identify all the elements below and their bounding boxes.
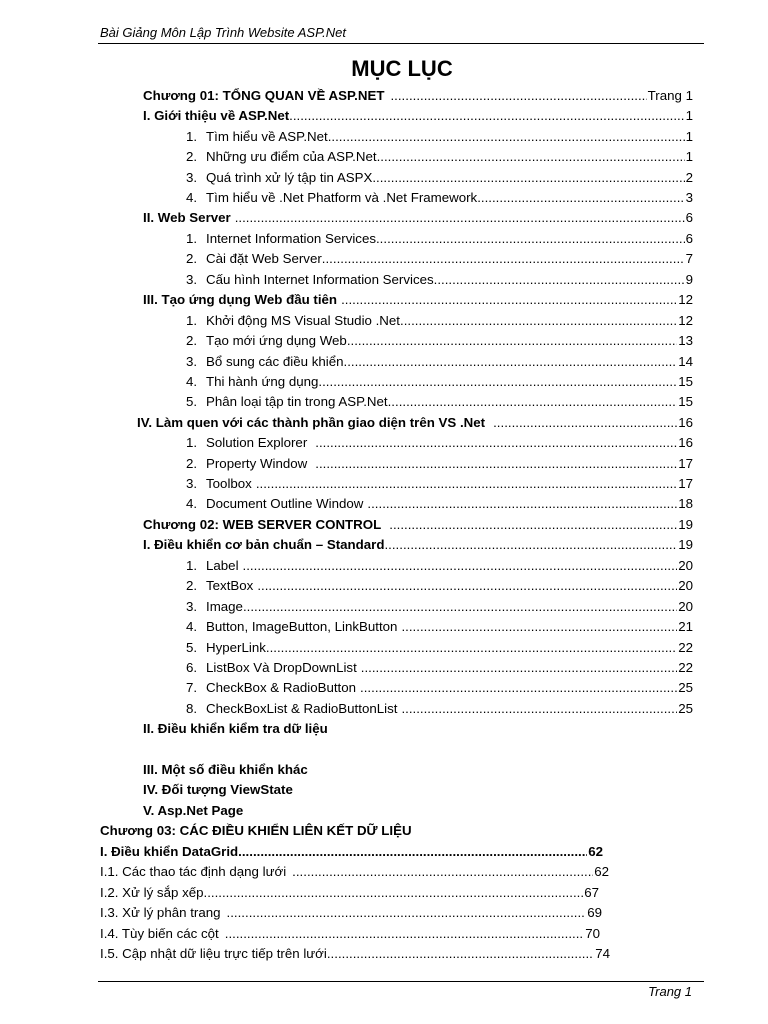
toc-item[interactable] (186, 270, 693, 290)
toc-page-number: 19 (678, 517, 693, 532)
toc-page-number: 25 (678, 701, 693, 716)
toc-leader-dots (307, 454, 677, 474)
toc-item[interactable] (186, 576, 693, 596)
toc-page-number: 74 (595, 946, 610, 961)
toc-entry-text: Tìm hiểu về .Net Phatform và .Net Framework (206, 190, 478, 205)
toc-entry-text: Chương 03: CÁC ĐIỀU KHIỂN LIÊN KẾT DỮ LIỆU (100, 823, 412, 838)
toc-item-number: 5. (186, 640, 198, 655)
toc-leader-dots (231, 208, 685, 228)
toc-page-number: 16 (678, 435, 693, 450)
toc-page-number: 20 (678, 558, 693, 573)
toc-page-number: 70 (585, 926, 600, 941)
toc-leader-dots (289, 106, 684, 126)
toc-item[interactable] (186, 229, 693, 249)
toc-leader-dots (266, 638, 677, 658)
toc-entry-text: Tìm hiểu về ASP.Net (206, 129, 328, 144)
toc-leader-dots (239, 556, 678, 576)
toc-section[interactable] (137, 413, 693, 433)
toc-item[interactable] (100, 944, 610, 964)
toc-leader-dots (243, 597, 677, 617)
toc-entry-text: Button, ImageButton, LinkButton (206, 619, 398, 634)
toc-entry-text: ListBox Và DropDownList (206, 660, 357, 675)
page-footer: Trang 1 (648, 984, 692, 999)
toc-item[interactable] (186, 556, 693, 576)
toc-entry-text: Những ưu điểm của ASP.Net (206, 149, 377, 164)
toc-entry-text: I. Giới thiệu về ASP.Net (143, 108, 290, 123)
toc-leader-dots (344, 352, 678, 372)
toc-page-number: 62 (594, 864, 609, 879)
toc-leader-dots (238, 842, 587, 862)
toc-item[interactable] (186, 597, 693, 617)
toc-page-number: 7 (685, 251, 693, 266)
toc-entry-text: I. Điều khiển cơ bản chuẩn – Standard (143, 537, 385, 552)
toc-item-number: 2. (186, 578, 198, 593)
header-divider (98, 43, 704, 44)
toc-page-number: 20 (678, 599, 693, 614)
toc-item[interactable] (186, 188, 693, 208)
toc-entry-text: CheckBox & RadioButton (206, 680, 357, 695)
toc-page-number: 3 (685, 190, 693, 205)
toc-item-number: 1. (186, 231, 198, 246)
toc-item[interactable] (100, 903, 602, 923)
toc-entry-text: III. Tạo ứng dụng Web đầu tiên (143, 292, 338, 307)
toc-item-number: 2. (186, 251, 198, 266)
toc-entry-text: V. Asp.Net Page (143, 803, 244, 818)
toc-entry-text: I.1. Các thao tác định dạng lưới (100, 864, 287, 879)
toc-section[interactable] (143, 290, 693, 310)
toc-leader-dots (337, 290, 677, 310)
toc-item[interactable] (100, 862, 609, 882)
footer-divider (98, 981, 704, 982)
toc-leader-dots (397, 699, 677, 719)
toc-leader-dots (400, 311, 677, 331)
toc-page-number: 15 (678, 394, 693, 409)
toc-entry-text: II. Điều khiển kiểm tra dữ liệu (143, 721, 328, 736)
toc-page-number: 1 (685, 149, 693, 164)
toc-item[interactable] (186, 352, 693, 372)
toc-item-number: 2. (186, 149, 198, 164)
toc-entry-text: Tạo mới ứng dụng Web (206, 333, 347, 348)
toc-page-number: 14 (678, 354, 693, 369)
toc-item[interactable] (186, 658, 693, 678)
toc-item[interactable] (186, 127, 693, 147)
toc-page-number: 13 (678, 333, 693, 348)
toc-page-number: 19 (678, 537, 693, 552)
toc-entry-text: Cài đặt Web Server (206, 251, 322, 266)
toc-leader-dots (397, 617, 677, 637)
toc-entry-text: I. Điều khiển DataGrid (100, 844, 239, 859)
toc-leader-dots (347, 331, 677, 351)
toc-page-number: 69 (587, 905, 602, 920)
toc-page-number: 20 (678, 578, 693, 593)
toc-leader-dots (377, 147, 685, 167)
toc-entry-text: Chương 02: WEB SERVER CONTROL (143, 517, 382, 532)
toc-entry-text: Khởi động MS Visual Studio .Net (206, 313, 400, 328)
toc-section[interactable] (143, 760, 309, 780)
toc-item[interactable] (186, 372, 693, 392)
toc-item-number: 1. (186, 558, 198, 573)
toc-page-number: 62 (588, 844, 603, 859)
toc-leader-dots (252, 474, 677, 494)
toc-entry-text: HyperLink (206, 640, 266, 655)
toc-leader-dots (372, 168, 684, 188)
toc-item[interactable] (186, 433, 693, 453)
toc-entry-text: I.2. Xử lý sắp xếp (100, 885, 204, 900)
toc-item[interactable] (186, 311, 693, 331)
toc-item-number: 6. (186, 660, 198, 675)
toc-entry-text: Image (206, 599, 243, 614)
toc-entry-text: CheckBoxList & RadioButtonList (206, 701, 398, 716)
toc-item-number: 7. (186, 680, 198, 695)
toc-item[interactable] (186, 474, 693, 494)
toc-item[interactable] (186, 249, 693, 269)
toc-entry-text: Internet Information Services (206, 231, 376, 246)
toc-item[interactable] (186, 331, 693, 351)
toc-page-number: 17 (678, 456, 693, 471)
toc-page-number: Trang 1 (647, 88, 693, 103)
toc-entry-text: Thi hành ứng dụng (206, 374, 319, 389)
toc-leader-dots (286, 862, 593, 882)
toc-leader-dots (318, 372, 677, 392)
toc-leader-dots (221, 903, 587, 923)
toc-item-number: 8. (186, 701, 198, 716)
toc-entry-text: IV. Làm quen với các thành phần giao diện trên VS .Net (137, 415, 486, 430)
toc-leader-dots (307, 433, 677, 453)
toc-entry-text: Solution Explorer (206, 435, 308, 450)
toc-leader-dots (384, 535, 677, 555)
toc-page-number: 25 (678, 680, 693, 695)
toc-leader-dots (376, 229, 685, 249)
toc-leader-dots (322, 249, 685, 269)
toc-item-number: 2. (186, 333, 198, 348)
toc-entry-text: III. Một số điều khiển khác (143, 762, 308, 777)
toc-entry-text: II. Web Server (143, 210, 231, 225)
toc-leader-dots (363, 494, 677, 514)
toc-page-number: 21 (678, 619, 693, 634)
toc-leader-dots (357, 658, 677, 678)
toc-entry-text: Phân loại tập tin trong ASP.Net (206, 394, 388, 409)
toc-page-number: 15 (678, 374, 693, 389)
page-title: MỤC LỤC (351, 56, 453, 81)
toc-item[interactable] (186, 168, 693, 188)
toc-item-number: 1. (186, 435, 198, 450)
toc-leader-dots (328, 127, 685, 147)
toc-section[interactable] (143, 208, 693, 228)
toc-item-number: 5. (186, 394, 198, 409)
toc-leader-dots (477, 188, 684, 208)
toc-item-number: 3. (186, 272, 198, 287)
toc-entry-text: Property Window (206, 456, 308, 471)
toc-page-number: 12 (678, 313, 693, 328)
toc-entry-text: Chương 01: TỔNG QUAN VỀ ASP.NET (143, 88, 385, 103)
toc-page-number: 18 (678, 496, 693, 511)
toc-section[interactable] (143, 535, 693, 555)
toc-section[interactable] (143, 801, 244, 821)
toc-page-number: 6 (685, 231, 693, 246)
toc-section[interactable] (143, 106, 693, 126)
toc-entry-text: Cấu hình Internet Information Services (206, 272, 434, 287)
toc-page-number: 12 (678, 292, 693, 307)
toc-chapter[interactable] (143, 515, 693, 535)
toc-section[interactable] (143, 719, 329, 739)
toc-entry-text: Document Outline Window (206, 496, 364, 511)
toc-page-number: 16 (678, 415, 693, 430)
toc-item[interactable] (186, 392, 693, 412)
toc-leader-dots (388, 392, 678, 412)
toc-leader-dots (381, 515, 677, 535)
toc-item[interactable] (186, 617, 693, 637)
page-header: Bài Giảng Môn Lập Trình Website ASP.Net (100, 25, 346, 40)
toc-leader-dots (219, 924, 584, 944)
toc-entry-text: Label (206, 558, 239, 573)
toc-item[interactable] (186, 638, 693, 658)
toc-section[interactable] (143, 780, 294, 800)
toc-item-number: 3. (186, 354, 198, 369)
toc-item-number: 4. (186, 374, 198, 389)
toc-page-number: 22 (678, 640, 693, 655)
toc-entry-text: I.5. Cập nhật dữ liệu trực tiếp trên lưới (100, 946, 327, 961)
toc-chapter[interactable] (143, 86, 693, 106)
toc-entry-text: Quá trình xử lý tập tin ASPX (206, 170, 373, 185)
toc-item-number: 1. (186, 129, 198, 144)
toc-page-number: 17 (678, 476, 693, 491)
toc-entry-text: Bổ sung các điều khiển (206, 354, 344, 369)
toc-page-number: 6 (685, 210, 693, 225)
toc-entry-text: I.3. Xử lý phân trang (100, 905, 221, 920)
toc-page-number: 1 (685, 129, 693, 144)
toc-entry-text: TextBox (206, 578, 254, 593)
toc-item-number: 1. (186, 313, 198, 328)
toc-leader-dots (204, 883, 584, 903)
toc-page-number: 9 (685, 272, 693, 287)
toc-item[interactable] (100, 883, 599, 903)
toc-page-number: 1 (685, 108, 693, 123)
toc-page-number: 2 (685, 170, 693, 185)
toc-leader-dots (253, 576, 677, 596)
toc-leader-dots (485, 413, 677, 433)
toc-item-number: 2. (186, 456, 198, 471)
toc-item[interactable] (186, 454, 693, 474)
toc-leader-dots (434, 270, 685, 290)
toc-page-number: 22 (678, 660, 693, 675)
toc-entry-text: Toolbox (206, 476, 252, 491)
toc-leader-dots (384, 86, 646, 106)
toc-leader-dots (327, 944, 594, 964)
toc-item-number: 3. (186, 599, 198, 614)
toc-item[interactable] (186, 699, 693, 719)
toc-item[interactable] (186, 678, 693, 698)
toc-item-number: 4. (186, 496, 198, 511)
toc-item[interactable] (186, 147, 693, 167)
toc-item-number: 4. (186, 619, 198, 634)
toc-entry-text: I.4. Tùy biến các cột (100, 926, 219, 941)
toc-page-number: 67 (584, 885, 599, 900)
toc-chapter[interactable] (100, 821, 413, 841)
toc-leader-dots (356, 678, 677, 698)
toc-item[interactable] (100, 924, 600, 944)
toc-item-number: 4. (186, 190, 198, 205)
toc-section[interactable] (100, 842, 603, 862)
toc-item[interactable] (186, 494, 693, 514)
toc-entry-text: IV. Đối tượng ViewState (143, 782, 293, 797)
toc-item-number: 3. (186, 170, 198, 185)
toc-item-number: 3. (186, 476, 198, 491)
